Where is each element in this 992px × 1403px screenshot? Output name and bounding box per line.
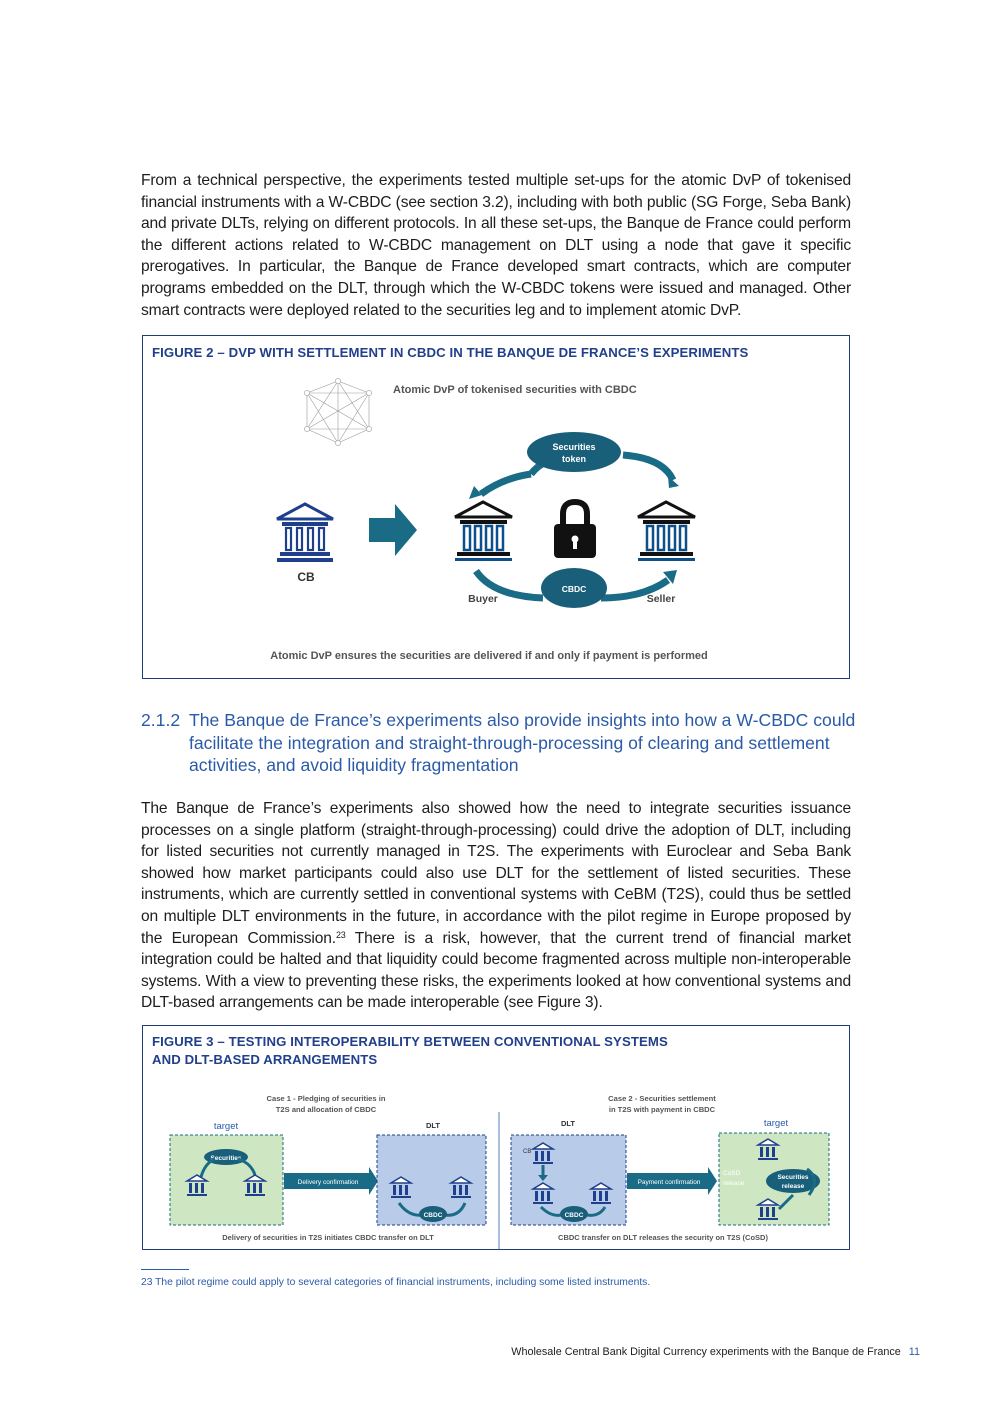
seller-bank-icon [638, 502, 695, 561]
buyer-bank-icon [455, 502, 512, 561]
cosd-label-2: release [723, 1180, 745, 1187]
figure-3 [142, 1025, 850, 1250]
footnote: 23 The pilot regime could apply to several categories of financial instruments, including some listed instruments. [141, 1277, 651, 1288]
target-logo-1: target [213, 1121, 239, 1132]
cb-label-2: CB [523, 1149, 532, 1155]
securities-release-label-1: Securities [777, 1174, 809, 1181]
buyer-label: Buyer [468, 593, 498, 605]
securities-release-label-2: release [781, 1183, 805, 1190]
dlt-label-1: DLT [425, 1121, 441, 1130]
page-footer [511, 1346, 920, 1358]
footer-title: Wholesale Central Bank Digital Currency experiments with the Banque de France [511, 1346, 901, 1358]
lock-icon [554, 502, 596, 558]
section-title: The Banque de France’s experiments also provide insights into how a W-CBDC could facilitate the integration and straight-through-processing of clearing and settlement activities, and avoid liquidity fragmentation [189, 710, 856, 775]
figure-3-title-line2: AND DLT-BASED ARRANGEMENTS [152, 1052, 378, 1067]
figure-2-subtitle: Atomic DvP of tokenised securities with CBDC [393, 384, 637, 396]
case2-title-2: in T2S with payment in CBDC [608, 1105, 716, 1114]
cosd-label-1: CoSD [723, 1170, 741, 1177]
footnote-rule [141, 1269, 189, 1270]
central-bank-icon [277, 504, 333, 562]
target-logo-2: target [763, 1118, 789, 1129]
body-paragraph-part1: The Banque de France’s experiments also showed how the need to integrate securities issuance processes on a single platform (straight-through-processing) could drive the adoption of DLT, including for listed securities not currently managed in T2S. The experiments with Euroclear and Seba Bank showed how market participants could also use DLT for the settlement of listed securities. These instruments, which are currently settled in conventional systems with CeBM (T2S), could thus be settled on multiple DLT environments in the future, in accordance with the pilot regime in Europe proposed by the European Commission. [141, 800, 851, 947]
securities-arrow-right [623, 455, 673, 480]
case1-title-1: Case 1 - Pledging of securities in [266, 1094, 386, 1103]
figure-3-caption-1: Delivery of securities in T2S initiates CBDC transfer on DLT [222, 1233, 434, 1242]
seller-label: Seller [646, 593, 676, 605]
delivery-confirmation-label: Delivery confirmation [297, 1179, 359, 1186]
payment-confirmation-label: Payment confirmation [637, 1179, 701, 1186]
t2s-box-1 [170, 1135, 283, 1225]
body-paragraph-part2: There is a risk, however, that the current trend of financial market integration could be halted and that liquidity could become fragmented across multiple non-interoperable systems. With a view to preventing these risks, the experiments looked at how conventional systems and DLT-based arrangements can be made interoperable (see Figure 3). [141, 929, 851, 1012]
cb-label: CB [297, 570, 315, 584]
network-mesh-icon [304, 378, 371, 445]
case1-title-2: T2S and allocation of CBDC [275, 1105, 377, 1114]
section-number: 2.1.2 [141, 710, 181, 730]
figure-2-title: FIGURE 2 – DVP WITH SETTLEMENT IN CBDC IN THE BANQUE DE FRANCE’S EXPERIMENTS [152, 345, 749, 360]
case2-title-1: Case 2 - Securities settlement [608, 1094, 716, 1103]
cbdc-label-2: CBDC [564, 1212, 584, 1219]
figure-2 [142, 335, 850, 679]
body-paragraph [141, 798, 851, 1014]
securities-token-bubble [527, 432, 621, 472]
intro-paragraph: From a technical perspective, the experiments tested multiple set-ups for the atomic DvP of tokenised financial instruments with a W-CBDC (see section 3.2), including with both public (SG Forge, Seba Bank) and private DLTs, relying on different protocols. In all these set-ups, the Banque de France could perform the different actions related to W-CBDC management on DLT using a node that gave it specific prerogatives. In particular, the Banque de France developed smart contracts, which are computer programs embedded on the DLT, through which the W-CBDC tokens were issued and managed. Other smart contracts were deployed related to the securities leg and to implement atomic DvP. [141, 172, 851, 319]
cbdc-label-1: CBDC [423, 1212, 443, 1219]
figure-3-title-line1: FIGURE 3 – TESTING INTEROPERABILITY BETWEEN CONVENTIONAL SYSTEMS [152, 1034, 668, 1049]
figure-3-caption-2: CBDC transfer on DLT releases the security on T2S (CoSD) [558, 1233, 768, 1242]
page-number: 11 [908, 1346, 920, 1358]
securities-token-label-1: Securities [552, 442, 596, 452]
issuance-arrow-icon [369, 504, 417, 556]
cbdc-label: CBDC [561, 584, 587, 594]
footnote-reference[interactable]: 23 [335, 929, 346, 940]
figure-2-caption: Atomic DvP ensures the securities are delivered if and only if payment is performed [270, 650, 708, 662]
figure-2-diagram [143, 358, 849, 678]
securities-label-1: Securities [210, 1155, 242, 1162]
dlt-label-2: DLT [560, 1119, 576, 1128]
figure-3-diagram [143, 1089, 849, 1249]
securities-token-label-2: token [561, 454, 587, 464]
